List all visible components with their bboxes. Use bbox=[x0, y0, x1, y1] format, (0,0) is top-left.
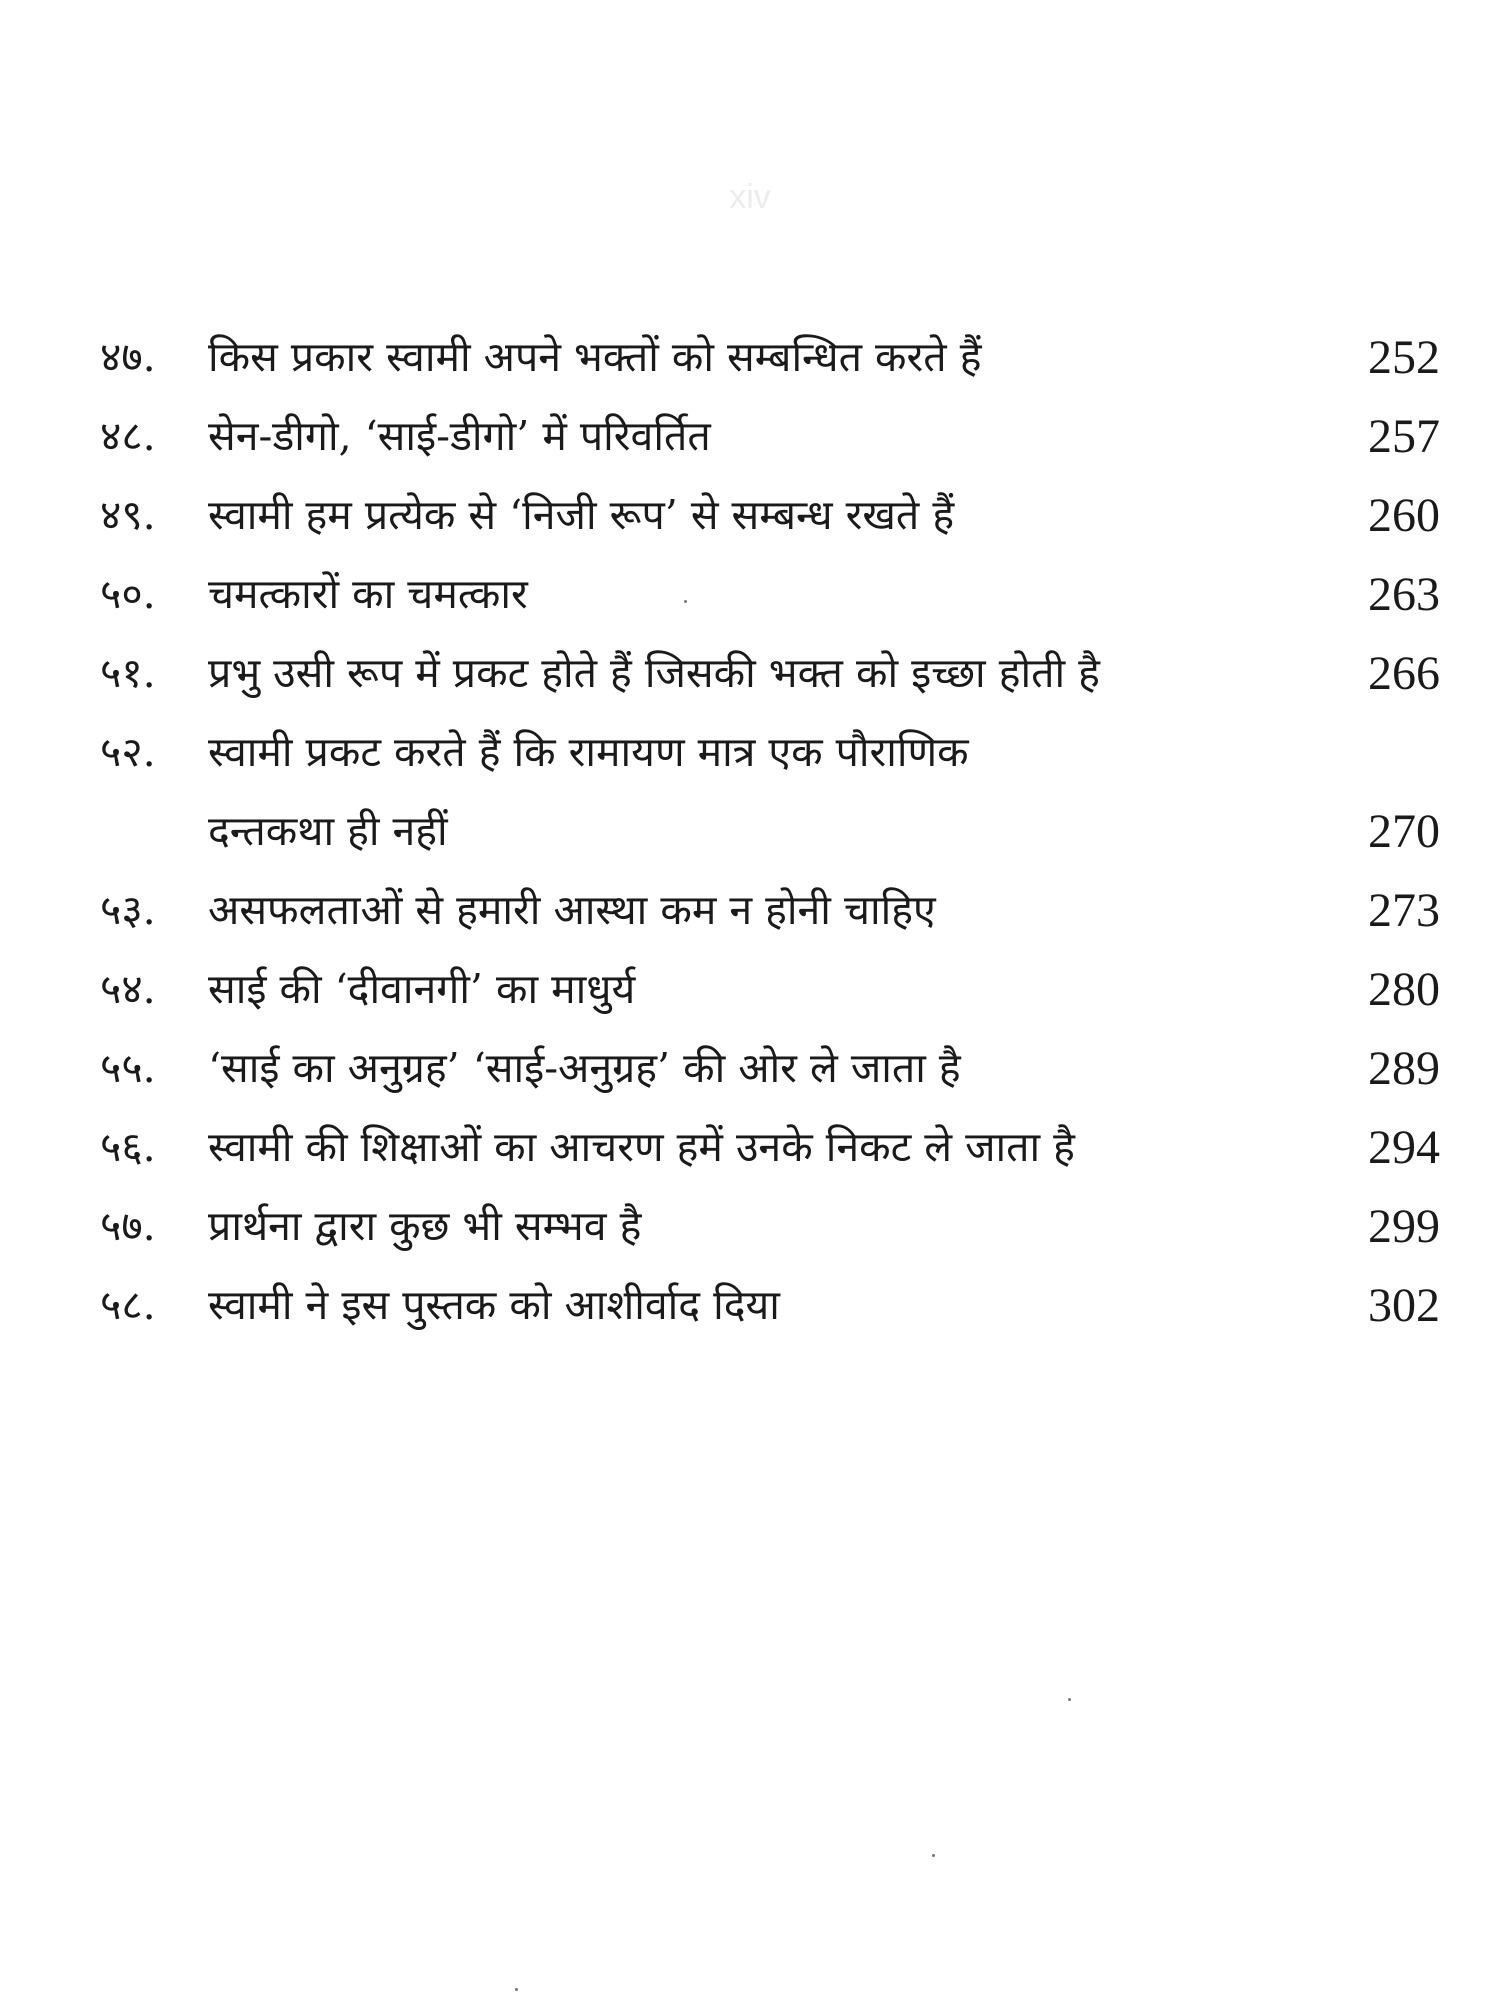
chapter-title: ‘साई का अनुग्रह’ ‘साई-अनुग्रह’ की ओर ले जाता है bbox=[208, 1044, 961, 1092]
chapter-number: ४९. bbox=[100, 491, 156, 539]
chapter-title: सेन-डीगो, ‘साई-डीगो’ में परिवर्तित bbox=[208, 412, 711, 460]
chapter-title: स्वामी हम प्रत्येक से ‘निजी रूप’ से सम्बन्ध रखते हैं bbox=[208, 491, 955, 539]
chapter-title: असफलताओं से हमारी आस्था कम न होनी चाहिए bbox=[208, 886, 936, 934]
toc-entry bbox=[100, 950, 1440, 1029]
page-ref: 270 bbox=[1368, 805, 1440, 858]
chapter-number: ५८. bbox=[100, 1281, 156, 1329]
toc-entry bbox=[100, 318, 1440, 397]
scan-speck bbox=[1068, 1698, 1071, 1701]
page-ref: 260 bbox=[1368, 489, 1440, 542]
chapter-number: ५७. bbox=[100, 1202, 156, 1250]
chapter-number: ४८. bbox=[100, 412, 156, 460]
chapter-title: प्रार्थना द्वारा कुछ भी सम्भव है bbox=[208, 1202, 642, 1250]
toc-entry bbox=[100, 1266, 1440, 1345]
chapter-title-continuation: दन्तकथा ही नहीं bbox=[208, 807, 448, 855]
page-ref: 302 bbox=[1368, 1279, 1440, 1332]
chapter-title: चमत्कारों का चमत्कार bbox=[208, 570, 528, 618]
page-ref: 263 bbox=[1368, 568, 1440, 621]
chapter-title: स्वामी ने इस पुस्तक को आशीर्वाद दिया bbox=[208, 1281, 780, 1329]
chapter-title: किस प्रकार स्वामी अपने भक्तों को सम्बन्धित करते हैं bbox=[208, 333, 982, 381]
chapter-number: ५२. bbox=[100, 728, 156, 776]
page-ref: 252 bbox=[1368, 331, 1440, 384]
toc-entry bbox=[100, 634, 1440, 713]
page-ref: 280 bbox=[1368, 963, 1440, 1016]
page-ref: 266 bbox=[1368, 647, 1440, 700]
toc-entry bbox=[100, 713, 1440, 871]
chapter-number: ४७. bbox=[100, 333, 156, 381]
toc-entry bbox=[100, 555, 1440, 634]
chapter-title: स्वामी प्रकट करते हैं कि रामायण मात्र एक पौराणिक bbox=[208, 728, 969, 776]
chapter-number: ५१. bbox=[100, 649, 156, 697]
page-ref: 257 bbox=[1368, 410, 1440, 463]
toc-entry bbox=[100, 1187, 1440, 1266]
chapter-title: प्रभु उसी रूप में प्रकट होते हैं जिसकी भक्त को इच्छा होती है bbox=[208, 649, 1100, 697]
scan-speck bbox=[515, 1988, 518, 1991]
toc-entry bbox=[100, 871, 1440, 950]
chapter-number: ५०. bbox=[100, 570, 156, 618]
chapter-number: ५६. bbox=[100, 1123, 156, 1171]
page-ref: 299 bbox=[1368, 1200, 1440, 1253]
toc-entry bbox=[100, 397, 1440, 476]
scan-speck bbox=[932, 1854, 935, 1857]
scan-speck bbox=[684, 600, 687, 603]
toc-entry bbox=[100, 1029, 1440, 1108]
chapter-number: ५४. bbox=[100, 965, 156, 1013]
page-ref: 294 bbox=[1368, 1121, 1440, 1174]
toc-entry bbox=[100, 1108, 1440, 1187]
table-of-contents bbox=[100, 318, 1440, 1345]
chapter-title: स्वामी की शिक्षाओं का आचरण हमें उनके निकट ले जाता है bbox=[208, 1123, 1075, 1171]
page-ref: 289 bbox=[1368, 1042, 1440, 1095]
chapter-number: ५५. bbox=[100, 1044, 156, 1092]
page-number: xiv bbox=[729, 178, 771, 216]
toc-entry bbox=[100, 476, 1440, 555]
page-ref: 273 bbox=[1368, 884, 1440, 937]
chapter-title: साई की ‘दीवानगी’ का माधुर्य bbox=[208, 965, 636, 1013]
chapter-number: ५३. bbox=[100, 886, 156, 934]
